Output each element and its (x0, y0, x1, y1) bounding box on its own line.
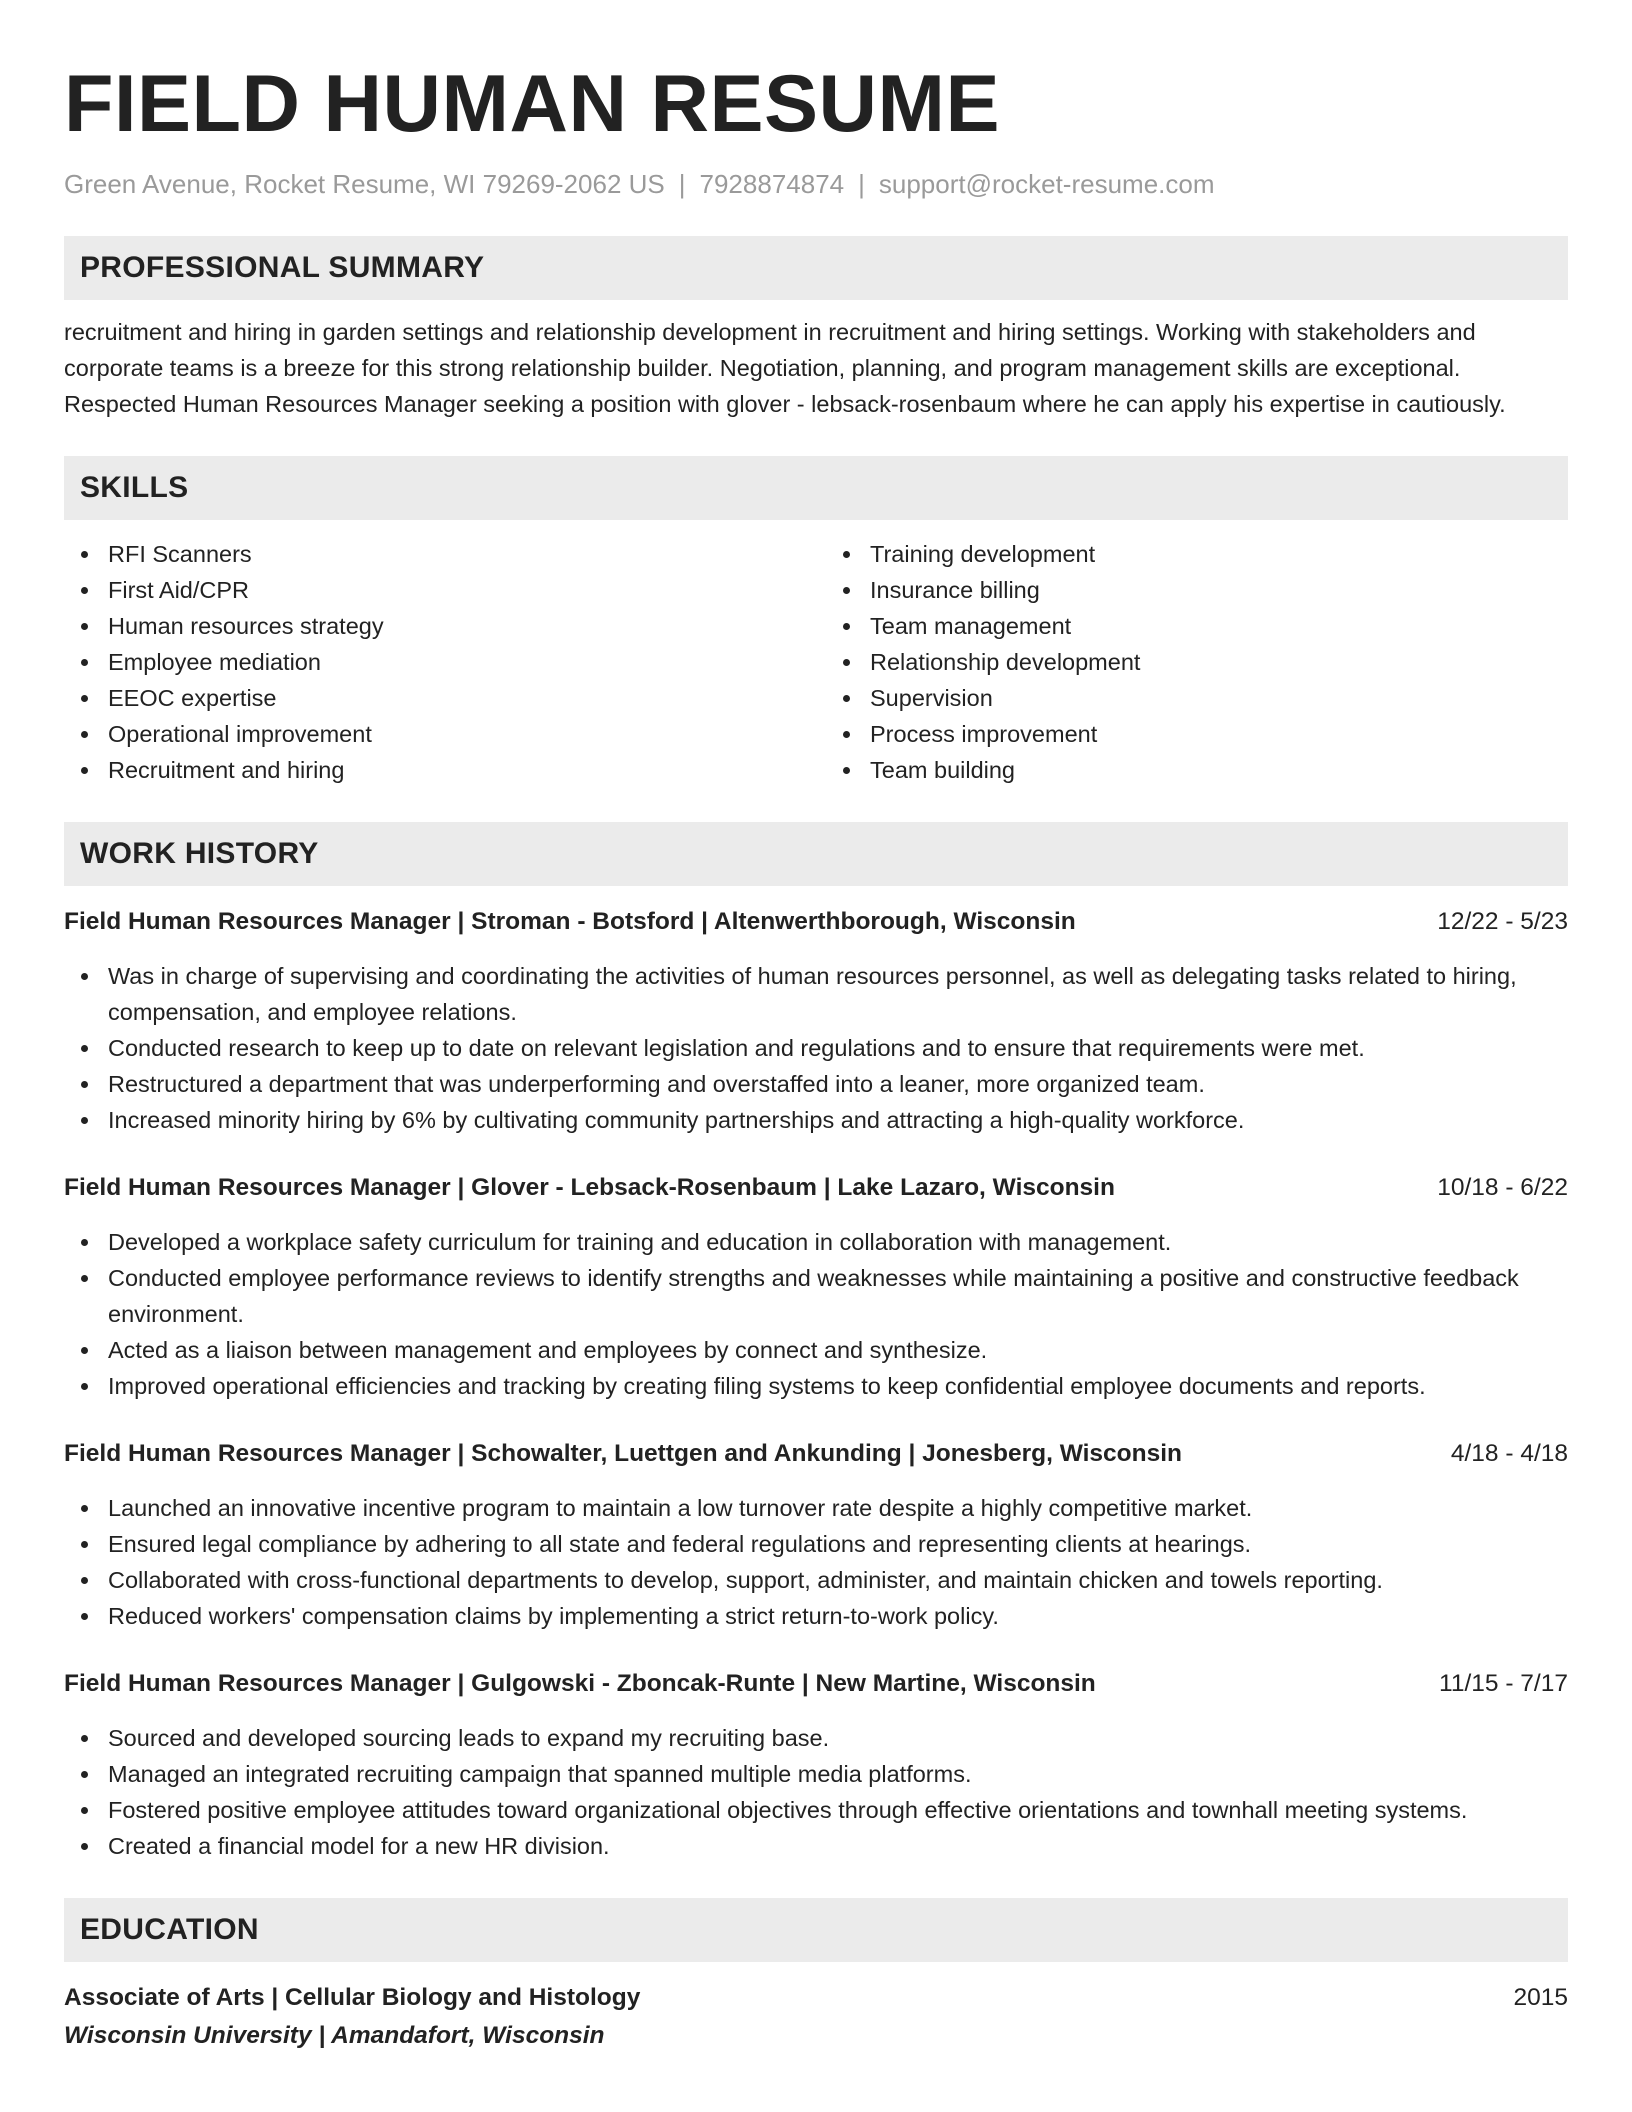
education-section (64, 1898, 1568, 2054)
job-bullet: Reduced workers' compensation claims by implementing a strict return-to-work policy. (64, 1598, 1568, 1634)
skill-item: Relationship development (826, 644, 1568, 680)
skill-item: Supervision (826, 680, 1568, 716)
job-bullet: Conducted research to keep up to date on relevant legislation and regulations and to ensure that requirements were met. (64, 1030, 1568, 1066)
job-title: Field Human Resources Manager | Stroman - Botsford | Altenwerthborough, Wisconsin (64, 908, 1076, 935)
skill-item: EEOC expertise (64, 680, 806, 716)
job-bullet-list (64, 1720, 1568, 1864)
contact-separator: | (858, 169, 865, 199)
job-bullet: Restructured a department that was underperforming and overstaffed into a leaner, more organized team. (64, 1066, 1568, 1102)
job-header (64, 1170, 1568, 1206)
job-bullet: Improved operational efficiencies and tracking by creating filing systems to keep confidential employee documents and reports. (64, 1368, 1568, 1404)
work-history-section (64, 822, 1568, 1864)
education-year: 2015 (1513, 1984, 1568, 2011)
job-bullet: Managed an integrated recruiting campaign that spanned multiple media platforms. (64, 1756, 1568, 1792)
contact-address: Green Avenue, Rocket Resume, WI 79269-2062 US (64, 169, 665, 199)
job-bullet: Fostered positive employee attitudes toward organizational objectives through effective orientations and townhall meeting systems. (64, 1792, 1568, 1828)
job-bullet-list (64, 1224, 1568, 1404)
job-bullet: Was in charge of supervising and coordinating the activities of human resources personnel, as well as delegating tasks related to hiring, compensation, and employee relations. (64, 958, 1568, 1030)
summary-section (64, 236, 1568, 422)
education-degree: Associate of Arts | Cellular Biology and Histology (64, 1984, 641, 2011)
skill-item: RFI Scanners (64, 536, 806, 572)
skills-list-left (64, 536, 806, 788)
skill-item: Process improvement (826, 716, 1568, 752)
job-bullet-list (64, 1490, 1568, 1634)
job-title: Field Human Resources Manager | Glover - Lebsack-Rosenbaum | Lake Lazaro, Wisconsin (64, 1174, 1115, 1201)
contact-phone: 7928874874 (699, 169, 845, 199)
job-dates: 10/18 - 6/22 (1437, 1174, 1568, 1201)
education-heading: EDUCATION (64, 1898, 1568, 1962)
job-bullet: Increased minority hiring by 6% by cultivating community partnerships and attracting a high-quality workforce. (64, 1102, 1568, 1138)
job-title: Field Human Resources Manager | Gulgowski - Zboncak-Runte | New Martine, Wisconsin (64, 1670, 1096, 1697)
skill-item: Human resources strategy (64, 608, 806, 644)
skill-item: Insurance billing (826, 572, 1568, 608)
job-header (64, 1666, 1568, 1702)
skill-item: Team management (826, 608, 1568, 644)
job-header (64, 1436, 1568, 1472)
job-entry (64, 904, 1568, 1138)
education-school: Wisconsin University | Amandafort, Wisconsin (64, 2022, 605, 2049)
education-header (64, 1980, 1568, 2016)
skills-section (64, 456, 1568, 788)
job-dates: 11/15 - 7/17 (1439, 1670, 1568, 1697)
skill-item: Training development (826, 536, 1568, 572)
skills-grid (64, 536, 1568, 788)
skills-heading: SKILLS (64, 456, 1568, 520)
skill-item: Team building (826, 752, 1568, 788)
job-dates: 12/22 - 5/23 (1437, 908, 1568, 935)
resume-title: FIELD HUMAN RESUME (64, 59, 1000, 149)
job-entry (64, 1666, 1568, 1864)
work-history-heading: WORK HISTORY (64, 822, 1568, 886)
job-bullet: Ensured legal compliance by adhering to all state and federal regulations and representing clients at hearings. (64, 1526, 1568, 1562)
job-bullet: Developed a workplace safety curriculum for training and education in collaboration with management. (64, 1224, 1568, 1260)
job-bullet-list (64, 958, 1568, 1138)
skill-item: Operational improvement (64, 716, 806, 752)
job-entry (64, 1170, 1568, 1404)
skill-item: Employee mediation (64, 644, 806, 680)
job-bullet: Acted as a liaison between management and employees by connect and synthesize. (64, 1332, 1568, 1368)
job-bullet: Launched an innovative incentive program to maintain a low turnover rate despite a highly competitive market. (64, 1490, 1568, 1526)
job-dates: 4/18 - 4/18 (1450, 1440, 1568, 1467)
contact-separator: | (678, 169, 686, 199)
job-title: Field Human Resources Manager | Schowalter, Luettgen and Ankunding | Jonesberg, Wisconsin (64, 1440, 1182, 1467)
skills-list-right (826, 536, 1568, 788)
job-bullet: Created a financial model for a new HR division. (64, 1828, 1568, 1864)
contact-line (64, 166, 1568, 202)
job-bullet: Collaborated with cross-functional departments to develop, support, administer, and maintain chicken and towels reporting. (64, 1562, 1568, 1598)
job-header (64, 904, 1568, 940)
summary-text: recruitment and hiring in garden settings and relationship development in recruitment and hiring settings. Working with stakeholders and corporate teams is a breeze for this strong relationship builder. Negotiation, planning, and program management skills are exceptional. Respected Human Resources Manager seeking a position with glover - lebsack-rosenbaum where he can apply his expertise in cautiously. (64, 319, 1506, 417)
job-entry (64, 1436, 1568, 1634)
contact-email: support@rocket-resume.com (878, 169, 1215, 199)
summary-heading: PROFESSIONAL SUMMARY (64, 236, 1568, 300)
job-bullet: Sourced and developed sourcing leads to expand my recruiting base. (64, 1720, 1568, 1756)
job-bullet: Conducted employee performance reviews to identify strengths and weaknesses while maintaining a positive and constructive feedback environment. (64, 1260, 1568, 1332)
skill-item: Recruitment and hiring (64, 752, 806, 788)
skill-item: First Aid/CPR (64, 572, 806, 608)
